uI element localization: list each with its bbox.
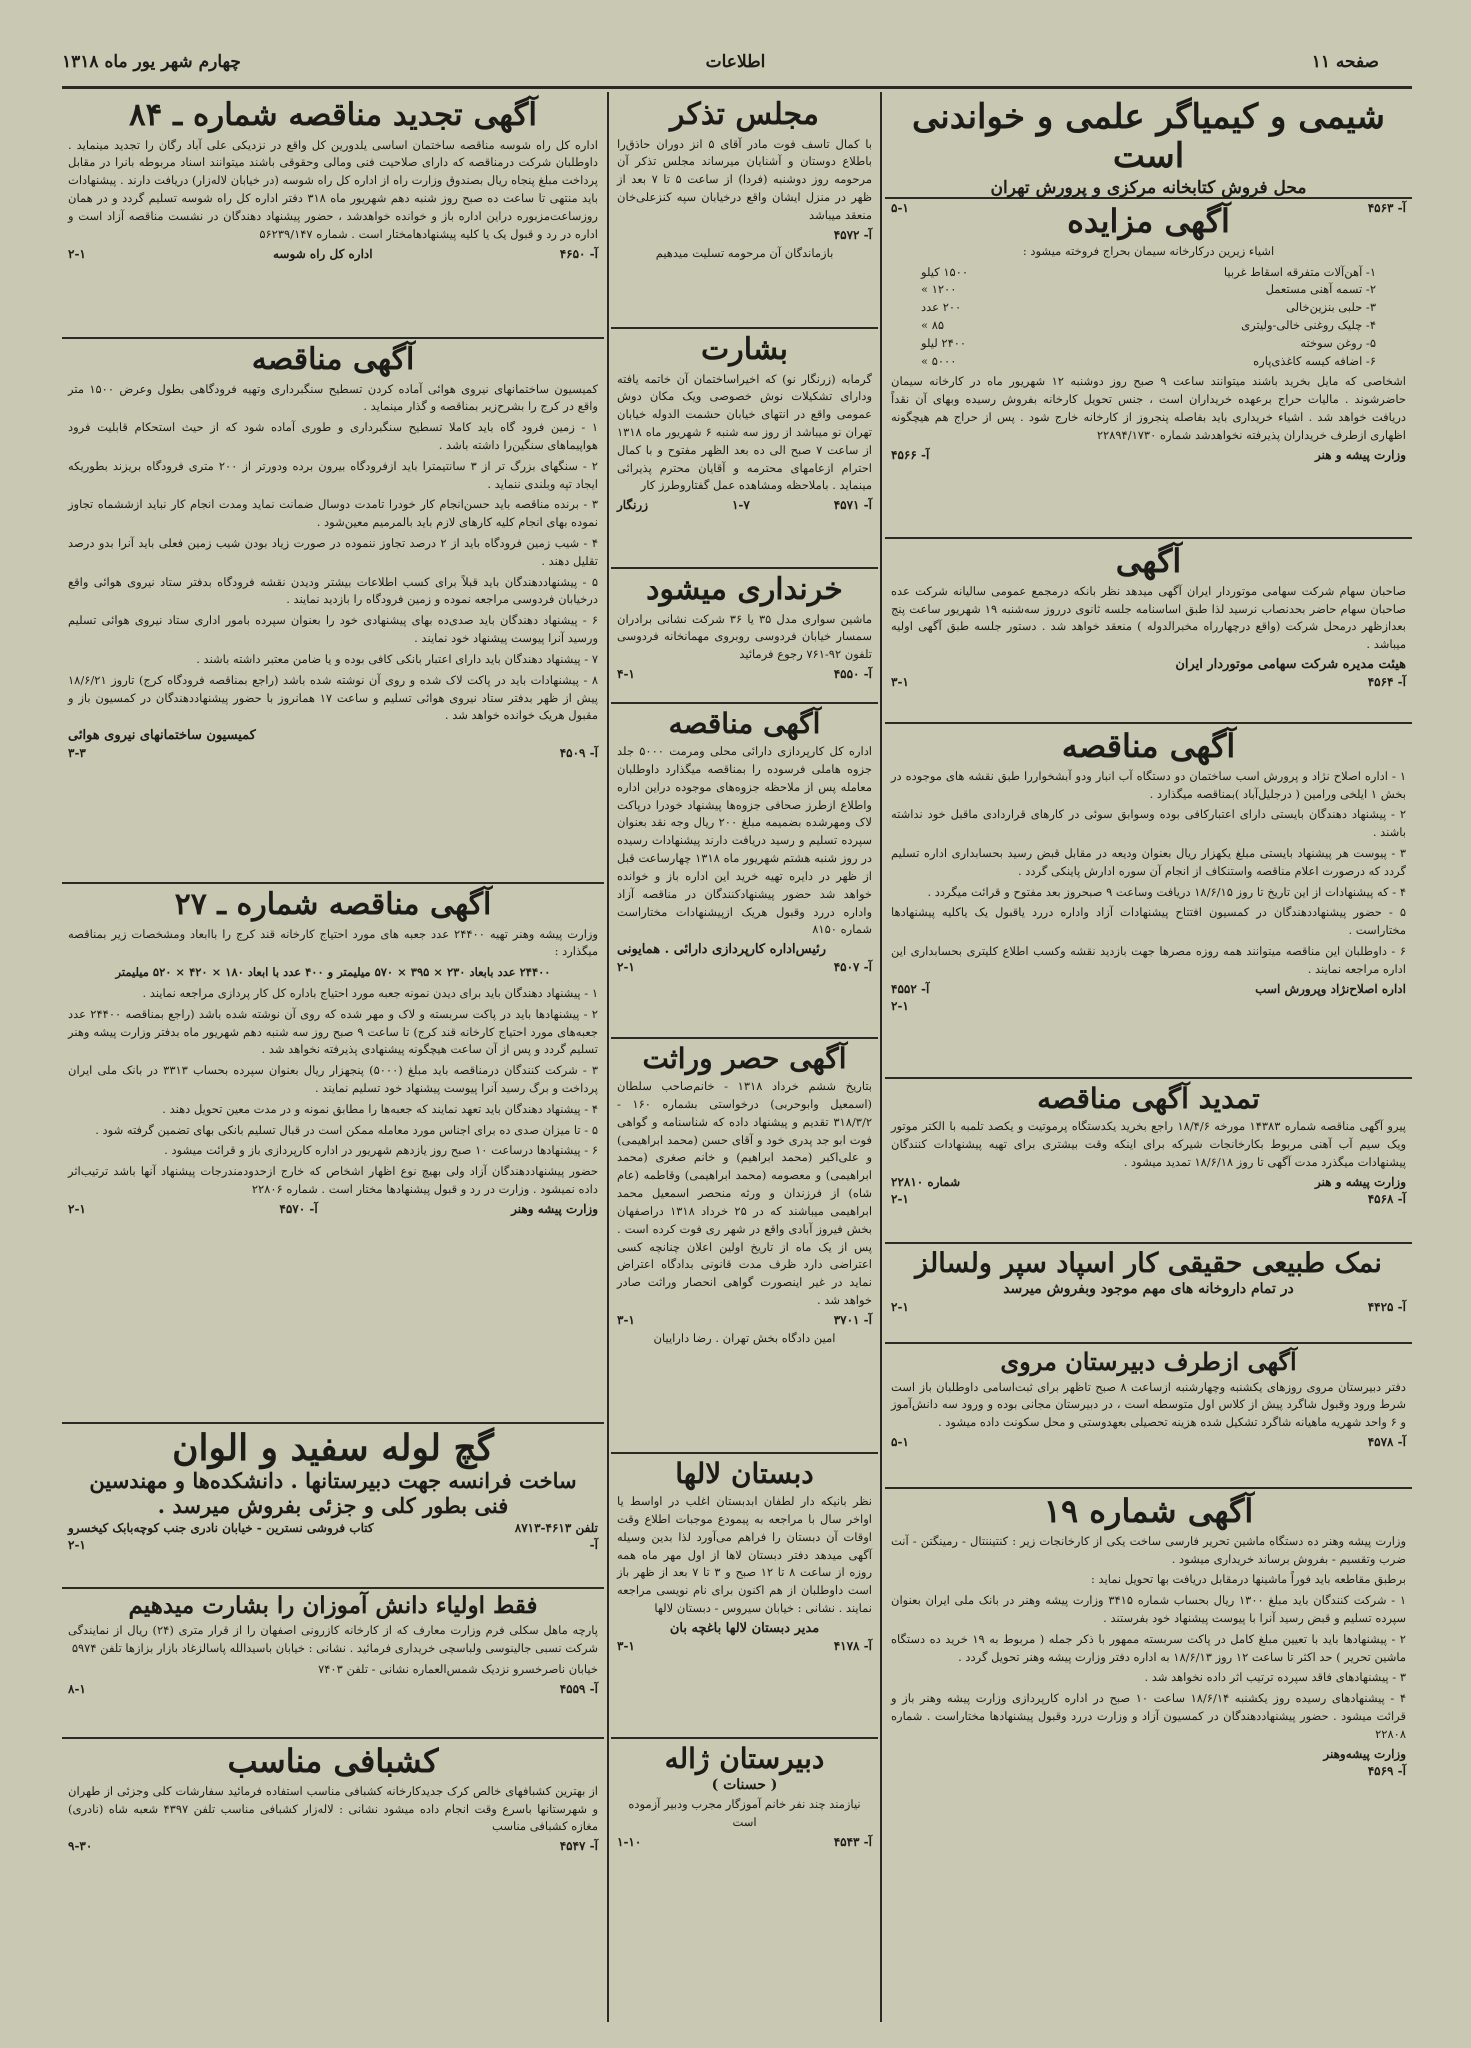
- ad-number-19: [885, 1489, 1412, 2009]
- ad-count: ۳-۳: [68, 746, 86, 761]
- ad-signature: وزارت پیشه و هنر: [1314, 1174, 1406, 1189]
- auction-item-name: ۲- تسمه آهنی مستعمل: [1265, 282, 1376, 297]
- ad-title: نمک طبیعی حقیقی کار اسپاد سپر ولسالز: [915, 1248, 1382, 1279]
- ad-body: بتاریخ ششم خرداد ۱۳۱۸ - خانم‌صاحب سلطان (اسمعیل وابوحربی) درخواستی بشماره ۱۶۰ - ۳۱۸/۳/۲ تقدیم و پیشنهاد داده که شناسنامه و گواهی فوت ابو جد پدری خود و آقای حسن (محمد ابراهیمی) و علی‌اکبر (محمد ابراهیم) و خانم صغری (محمد ابراهیمی) و معصومه (محمد ابراهیمی) وقاطمه (عام شاه) از فرزندان و ورثه منحصر اسمعیل محمد ابراهیمی میباشند که در ۲۵ خرداد ۱۳۱۸ دراصفهان بخش فیروز آبادی واقع در شهر ری فوت کرده است . پس از یک ماه از تاریخ اولین اعلان چنانچه کسی اعتراضی دارد ظرف مدت قانونی بدادگاه اعتراض نماید در غیر اینصورت گواهی انحصار وراثت صادر خواهد شد .: [617, 1079, 873, 1307]
- auction-item: [921, 335, 1376, 353]
- ad-code: آ- ۴۵۶۸: [1367, 1191, 1406, 1206]
- ad-title: دبیرستان ژاله: [664, 1742, 825, 1775]
- ad-subtitle: در تمام داروخانه های مهم موجود وبفروش میرسد: [1003, 1281, 1294, 1298]
- tender-item: وزارت پیشه وهنر ده دستگاه ماشین تحریر فارسی ساخت یکی از کارخانجات زیر : کنتیننتال - رمینگتن - آنت ضرب وتقسیم - بفروش برساند خریداری میشود .: [891, 1533, 1406, 1566]
- ad-finance-tender: [611, 704, 878, 1039]
- ad-code: آ- ۴۵۰۹: [559, 746, 598, 761]
- tender-item: ۶ - داوطلبان این مناقصه میتوانند همه روزه مصرها جهت بازدید نقشه وکسب اطلاع کلیتری بحسابداری این اداره مراجعه نمایند .: [891, 944, 1406, 976]
- ad-subtitle: محل فروش کتابخانه مرکزی و پرورش تهران: [990, 178, 1307, 199]
- ad-number: شماره ۲۲۸۱۰: [891, 1174, 961, 1189]
- ad-count: ۵-۱: [891, 1435, 909, 1450]
- right-column: [885, 94, 1412, 2019]
- ad-title: آگهی ازطرف دبیرستان مروی: [1000, 1347, 1297, 1376]
- ad-count: ۸-۱: [68, 1681, 86, 1696]
- ad-signature: مدیر دبستان لالها باغچه بان: [669, 1620, 820, 1636]
- ad-natural-salt: [885, 1244, 1412, 1344]
- ad-title: آگهی تجدید مناقصه شماره ـ ۸۴: [129, 97, 537, 133]
- ad-code: آ- ۴۵۴۳: [833, 1834, 872, 1849]
- ad-tender-extension: [885, 1079, 1412, 1244]
- auction-item-quantity: ۲۰۰ عدد: [921, 300, 962, 315]
- left-column: [62, 94, 604, 2019]
- tender-item: ۴ - پیشنهادهای رسیده روز یکشنبه ۱۸/۶/۱۴ ساعت ۱۰ صبح در اداره کارپردازی وزارت پیشه وهنر باز و قرائت میشود . حضور پیشنهاددهندگان در کمسیون آزاد و وزارت دررد وقبول پیشنهادها مختاراست . شماره ۲۲۸۰۸: [891, 1691, 1407, 1741]
- auction-item-quantity: ۵۰۰۰ »: [921, 353, 957, 368]
- ad-body: نظر بانیکه دار لطفان ابدبستان اغلب در اواسط یا اواخر سال با مراجعه به پیمودع موجبات اطلاع وقت اوقات آن دبستان را فراهم می‌آورد لذا بدین وسیله آگهی میدهد دفتر دبستان لاها از اول مهر ماه همه روزه از ساعت ۸ تا ۱۲ صبح و ۳ تا ۷ بعد از ظهر باز است داوطلبان از هم اکنون برای نام نویسی مراجعه نمایند . نشانی : خیابان سیروس - دبستان لالها: [617, 1494, 873, 1616]
- ad-code: آ- ۴۵۶۶: [891, 447, 930, 462]
- issue-date: چهارم شهر یور ماه ۱۳۱۸: [62, 52, 241, 72]
- tender-item-list: [891, 1533, 1406, 1744]
- ad-count: ۱-۷: [731, 498, 750, 513]
- auction-item-quantity: ۲۴۰۰ لیلو: [921, 335, 967, 350]
- ad-code: آ- ۴۵۶۹: [1367, 1763, 1406, 1778]
- ad-signature: امین دادگاه بخش تهران . رضا داراییان: [653, 1330, 836, 1345]
- tender-item: ۲ - پیشنهادها باید در پاکت سربسته و لاک و مهر شده که روی آن نوشته شده باشد (راجع بمناقصه ۲۴۴۰۰ عدد جعبه‌های مورد احتیاج کارخانه قند کرج) تا ساعت ۹ صبح روز سه شنبه دهم شهریور ماه بدفتر وزارت پیشه وهنر تسلیم گردد و پس از آن ساعت هیچگونه پیشنهادی پذیرفته نخواهد شد .: [68, 1006, 599, 1057]
- ad-glad-tidings: [611, 329, 878, 569]
- ad-count: ۲-۱: [891, 998, 909, 1013]
- ad-signature: رئیس‌اداره کارپردازی دارائی . همایونی: [617, 942, 827, 958]
- ad-motor-company: [885, 539, 1412, 724]
- ad-count: ۴-۱: [617, 666, 635, 681]
- ad-title: آگهی مناقصه: [1061, 727, 1236, 765]
- ad-count: ۲-۱: [68, 1201, 86, 1216]
- ad-code: آ- ۴۶۵۰: [559, 246, 598, 261]
- ad-title: آگهی: [1115, 542, 1182, 580]
- ad-body: اداره کل کارپردازی دارائی محلی ومرمت ۵۰۰۰ جلد جزوه هاملی فرسوده را بمناقصه میگذارد داوطلبان معامله پس از ملاحظه جزوه‌های موجوده دراین اداره واطلاع ازطرز صحافی جزوه‌ها پیشنهاد خودرا درپاکت لاک ومهرشده بضمیمه مبلغ ۲۰۰ ریال وجه نقد بعنوان سپرده تسلیم و رسید دریافت دارند پیشنهادات رسیده در روز شنبه هشتم شهریور ماه ۱۳۱۸ چهارساعت قبل از ظهر در دایره تهیه خرید این اداره باز و خوانده خواهد شد حضور پیشنهادکنندگان در مناقصه آزاد واداره دررد وقبول هریک ازپیشنهادات مختاراست شماره ۸۱۵۰: [617, 744, 873, 937]
- ad-count: ۲-۱: [68, 246, 86, 261]
- ad-code: آ- ۴۵۶۳: [1367, 201, 1406, 216]
- tender-item: ۱ - پیشنهاد دهندگان باید برای دیدن نمونه جعبه مورد احتیاج باداره کل کار پردازی مراجعه نمایند .: [142, 985, 598, 1000]
- ad-signature: زرنگار: [617, 498, 649, 513]
- auction-item-name: ۴- چلیک روغنی خالی-ولیتری: [1241, 318, 1376, 333]
- ad-code: آ- ۳۷۰۱: [833, 1312, 872, 1327]
- tender-item-list: [68, 381, 598, 726]
- ad-address: خیابان ناصرخسرو نزدیک شمس‌العماره نشانی - تلفن ۷۴۰۳: [318, 1662, 598, 1677]
- tender-item: ۲ - پیشنهاد دهندگان بایستی دارای اعتبارکافی بوده وسوابق سوئی در کارهای قراردادی ماقبل خود نداشته باشند .: [891, 807, 1406, 840]
- ad-title: آگهی مزایده: [1067, 202, 1230, 240]
- ad-signature: اداره کل راه شوسه: [273, 246, 373, 261]
- column-rule-right: [880, 92, 882, 2022]
- ad-auction: [885, 199, 1412, 539]
- tender-item: ۵ - تا میزان صدی ده برای اجناس مورد معامله ممکن است در قبال تسلیم بانکی بهای تضمین گرفته شود .: [95, 1122, 598, 1137]
- tender-item: ۲ - سنگهای بزرگ تر از ۳ سانتیمترا باید ازفرودگاه بیرون برده ودورتر از ۲۰۰ متری فرودگاه بریزند بطوریکه ایجاد تپه وبلندی ننماید .: [68, 458, 598, 491]
- ad-title: کشبافی مناسب: [227, 1742, 439, 1780]
- ad-body: با کمال تاسف فوت مادر آقای ۵ انز دوران حاذق‌را باطلاع دوستان و آشنایان میرساند مجلس تذکر آن مرحومه روز دوشنبه (فردا) از ساعت ۵ تا ۷ بعد از ظهر در منزل ایشان واقع درخیابان سپه کنزعلی‌خان منعقد میباشد: [617, 136, 872, 222]
- ad-count: ۵-۱: [891, 201, 909, 216]
- ad-tender-84: [62, 94, 604, 339]
- ad-intro: وزارت پیشه وهنر تهیه ۲۴۴۰۰ عدد جعبه های مورد احتیاج کارخانه قند کرج را باابعاد ومشخصات زیر بمناقصه میگذارد :: [68, 926, 598, 959]
- ad-title: بشارت: [701, 332, 788, 367]
- ad-line: فنی بطور کلی و جزئی بفروش میرسد .: [157, 1492, 509, 1518]
- tender-item: کمیسیون ساختمانهای نیروی هوائی آماده کردن تسطیح سنگبرداری وتهیه فرودگاهی بطول وعرض ۱۵۰۰ متر واقع در کرج را بشرح‌زیر بمناقصه و گذار مینماید .: [68, 381, 599, 414]
- ad-footer: بازماندگان آن مرحومه تسلیت میدهیم: [655, 245, 834, 260]
- tender-item: ۴ - پیشنهاد دهندگان باید تعهد نمایند که جعبه‌ها را مطابق نمونه و در مدت معین تحویل دهند .: [162, 1101, 598, 1116]
- ad-count: ۱-۱۰: [617, 1834, 642, 1849]
- ad-laleha-school: [611, 1454, 878, 1739]
- ad-title: دبستان لالها: [675, 1457, 814, 1490]
- tender-item: ۱ - شرکت کنندگان باید مبلغ ۱۳۰۰ ریال بحساب شماره ۳۴۱۵ وزارت پیشه وهنر در بانک ملی ایران بعنوان سپرده تسلیم و قبض رسید آنرا با پیوست پیشنهاد خود بفرستند .: [891, 1593, 1406, 1626]
- tender-item: ۴ - شیب زمین فرودگاه باید از ۲ درصد تجاوز ننموده در صورت زیاد بودن شیب زمین فعلی باید آنرا بدو درصد تقلیل دهند .: [68, 536, 598, 568]
- ad-code: آ- ۴۵۵۰: [833, 666, 872, 681]
- header-rule: [62, 86, 1412, 89]
- auction-item-name: ۵- روغن سوخته: [1300, 335, 1376, 350]
- ad-count: ۲-۱: [617, 960, 635, 975]
- ad-count: ۹-۳۰: [68, 1839, 93, 1854]
- ad-code: آ- ۴۵۵۲: [891, 981, 930, 996]
- ad-line: ساخت فرانسه جهت دبیرستانها . دانشکده‌ها و مهندسین: [89, 1468, 577, 1494]
- tender-item: حضور پیشنهاددهندگان آزاد ولی بهیچ نوع اظهار اشخاص که خارج ازحدودمندرجات پیشنهاد آنها باشد ترتیب‌اثر داده نمیشود . وزارت در رد و قبول پیشنهادها مختار است . شماره ۲۲۸۰۶: [68, 1164, 598, 1197]
- ad-wanted-to-buy: [611, 569, 878, 704]
- auction-item-quantity: ۱۲۰۰ »: [921, 282, 957, 297]
- auction-item-name: ۶- اضافه کیسه کاغذی‌پاره: [1253, 353, 1376, 368]
- tender-item: ۴ - که پیشنهادات از این تاریخ تا روز ۱۸/۶/۱۵ دریافت وساعت ۹ صبحروز بعد مفتوح و قرائت میگردد .: [927, 884, 1406, 899]
- tender-item: ۱ - اداره اصلاح نژاد و پرورش اسب ساختمان دو دستگاه آب انبار ودو آبشخواررا طبق نقشه های موجوده در بخش ۱ ایلخی ورامین ( درجلیل‌آباد )بمناقصه میگذارد .: [891, 768, 1406, 801]
- ad-code: آ- ۴۴۲۵: [1367, 1300, 1406, 1315]
- ad-title: آگهی مناقصه: [251, 342, 415, 377]
- ad-count: ۳-۱: [617, 1638, 635, 1653]
- tender-item: ۱ - زمین فرود گاه باید کاملا تسطیح سنگبرداری و طوری آماده شود که از حیث استحکام قابلیت فرود هواپیماهای سنگین‌را داشته باشد .: [68, 420, 598, 452]
- ad-title: گچ لوله سفید و الوان: [172, 1427, 494, 1469]
- auction-item-name: ۱- آهن‌آلات متفرقه اسقاط غربیا: [1223, 264, 1376, 279]
- tender-item: برطبق مقاطعه باید فوراً ماشینها درمقابل دریافت بها تحویل نماید :: [1090, 1572, 1406, 1587]
- ad-code: آ- ۴۵۶۴: [1367, 675, 1406, 690]
- ad-school-uniform: [62, 1589, 604, 1739]
- ad-code: آ- ۴۵۴۷: [559, 1839, 598, 1854]
- ad-intro: اشیاء زیرین درکارخانه سیمان بحراج فروخته میشود :: [1022, 243, 1275, 258]
- ad-memorial: [611, 94, 878, 329]
- tender-item: ۵ - پیشنهاددهندگان باید قبلاً برای کسب اطلاعات بیشتر ودیدن نقشه فرودگاه بدفتر ستاد نیروی هوائی واقع درخیابان فردوسی مراجعه نموده و زمین فرودگاه را بازدید نمایند .: [68, 574, 598, 607]
- auction-item: [921, 264, 1376, 282]
- middle-column: [611, 94, 878, 2019]
- ad-code: آ-: [589, 1537, 598, 1552]
- ad-code: آ- ۴۵۷۱: [833, 498, 872, 513]
- ad-code: آ- ۴۵۷۸: [1367, 1435, 1406, 1450]
- tender-item-list: [68, 985, 598, 1199]
- ad-code: آ- ۴۵۵۹: [559, 1681, 598, 1696]
- ad-tender-27: [62, 884, 604, 1424]
- ad-body: ماشین سواری مدل ۳۵ یا ۳۶ شرکت نشانی برادران سمسار خیابان فردوسی روبروی مهمانخانه فردوسی تلفون ۹۲-۷۶۱ رجوع فرمائید: [617, 611, 872, 662]
- auction-item-list: [891, 264, 1406, 371]
- ad-chemistry-book: [885, 94, 1412, 216]
- tender-item: ۳ - شرکت کنندگان درمناقصه باید مبلغ (۵۰۰۰) پنجهزار ریال بعنوان سپرده بحساب ۳۳۱۳ در بانک ملی ایران پرداخت و برگ رسید آنرا پیوست پیشنهاد خود تسلیم نمایند .: [68, 1063, 598, 1095]
- ad-body: گرمابه (زرنگار نو) که اخیراساختمان آن خاتمه یافته ودارای تشکیلات نوش خصوصی ویک مکان دوش عمومی واقع در انتهای خیابان حشمت الدوله خیابان تهران نو میباشد از روز سه شنبه ۶ شهریور ماه ۱۳۱۸ از ساعت ۷ صبح الی ده بعد الظهر مفتوح و با کمال احترام ازعامهای محترمه و آقایان محترم پذیرائی مینماید . باملاحظه ومشاهده عمل گفتاروطرز کار: [617, 371, 873, 493]
- auction-item: [921, 299, 1376, 317]
- tender-item: ۳ - پیوست هر پیشنهاد بایستی مبلغ یکهزار ریال بعنوان ودیعه در مقابل قبض رسید بحسابداری اداره تسلیم گردد که درصورت اعلام مناقصه واستنکاف از انجام آن سوره ادارش پاینکی گردد .: [891, 846, 1406, 878]
- ad-signature: اداره اصلاح‌نژاد وپرورش اسب: [1255, 981, 1406, 996]
- ad-title: تمدید آگهی مناقصه: [1037, 1082, 1260, 1115]
- ad-body: دفتر دبیرستان مروی روزهای یکشنبه وچهارشنبه ازساعت ۸ صبح تاظهر برای ثبت‌اسامی داوطلبان باز است شرط ورود وقبول شاگرد پیش از کلاس اول متوسطه است ، در دبیرستان مجانی بوده و ورود سه دانش‌آموز و ۶ واحد شهریه ماهیانه شاگرد تشکیل شده هزینه تحصیلی بعهدوستی و محل سکونت داده میشود .: [891, 1379, 1406, 1430]
- ad-body: از بهترین کشبافهای خالص کرک جدیدکارخانه کشبافی مناسب استفاده فرمائید سفارشات کلی وجزئی از طهران و شهرستانها باسرع وقت انجام داده میشود نشانی : لاله‌زار کشبافی مناسب تلفن ۴۳۹۷ شعبه شاه (نادری) مغازه کشبافی مناسب: [68, 1783, 598, 1834]
- ad-count: ۳-۱: [617, 1312, 635, 1327]
- auction-item: [921, 317, 1376, 335]
- ad-title: آگهی مناقصه: [668, 707, 821, 740]
- ad-marvi-school: [885, 1344, 1412, 1489]
- page-number: صفحه ۱۱: [1311, 52, 1379, 72]
- ad-signature: وزارت پیشه‌وهنر: [1323, 1746, 1406, 1761]
- ad-body: پارچه ماهل سکلی فرم وزارت معارف که از کارخانه کازرونی اصفهان را از قرار متری (۲۴) ریال از نمایندگی شرکت نسبی جالینوسی ولباسچی خریداری فرمائید . نشانی : خیابان باسیدالله پاسالزغاد بازار بزازها تلفن ۵۹۷۴: [68, 1623, 598, 1656]
- ad-airforce-tender: [62, 339, 604, 884]
- tender-item: ۸ - پیشنهادات باید در پاکت لاک شده و روی آن نوشته شده باشد (راجع بمناقصه فرودگاه کرج) تاروز ۱۸/۶/۲۱ پیش از ظهر بدفتر ستاد نیروی هوائی تسلیم و ساعت ۱۷ همانروز با حضور پیشنهاددهندگان در کمسیون باز و مقبول هریک خوانده خواهد شد .: [68, 672, 598, 723]
- ad-knitwear: [62, 1739, 604, 1879]
- ad-title: آگهی حصر وراثت: [642, 1042, 847, 1075]
- ad-code: آ- ۴۵۷۲: [833, 227, 872, 242]
- tender-item-list: [891, 768, 1406, 979]
- ad-signature: کمیسیون ساختمانهای نیروی هوائی: [68, 728, 256, 744]
- tender-item: ۵ - حضور پیشنهاددهندگان در کمسیون افتتاح پیشنهادات آزاد واداره دررد یاقبول یک یاکلیه پیشنهادها مختاراست .: [891, 905, 1406, 938]
- ad-chalk: [62, 1424, 604, 1589]
- ad-code: آ- ۴۵۷۰: [279, 1201, 318, 1216]
- column-rule-left: [607, 92, 609, 2022]
- ad-count: ۲-۱: [68, 1537, 86, 1552]
- auction-item-quantity: ۸۵ »: [921, 318, 945, 333]
- ad-title: آگهی شماره ۱۹: [1043, 1492, 1254, 1530]
- tender-item: ۶ - پیشنهادها درساعت ۱۰ صبح روز یازدهم شهریور در اداره کارپردازی باز و قرائت میشود .: [164, 1143, 598, 1158]
- ad-count: ۲-۱: [891, 1300, 909, 1315]
- auction-item-name: ۳- حلبی بنزین‌خالی: [1285, 300, 1376, 315]
- ad-code: آ- ۴۱۷۸: [833, 1638, 872, 1653]
- ad-inheritance: [611, 1039, 878, 1454]
- ad-title: خرنداری میشود: [646, 572, 843, 607]
- ad-signature: هیئت مدیره شرکت سهامی موتوردار ایران: [1175, 657, 1406, 673]
- ad-title: شیمی و کیمیاگر علمی و خواندنی است: [911, 97, 1386, 177]
- ad-signature: وزارت پیشه و هنر: [1314, 447, 1406, 462]
- ad-body: پیرو آگهی مناقصه شماره ۱۴۳۸۳ مورخه ۱۸/۴/۶ راجع بخرید یکدستگاه پرموتیت و یکصد تلمبه با الکتر موتور ویک سیم آب آهنی مربوط بکارخانجات شیرکه برای اینکه وقت بیشتری برای تهیه پیشنهادات کنندگان پیشنهادات میگذرد مدت آگهی تا روز ۱۸/۶/۱۸ تمدید میشود .: [891, 1119, 1406, 1169]
- ad-title: فقط اولیاء دانش آموزان را بشارت میدهیم: [128, 1592, 538, 1619]
- ad-subtitle: ( حسنات ): [711, 1777, 778, 1794]
- auction-item: [921, 353, 1376, 371]
- tender-item: ۳ - پیشنهادهای فاقد سپرده ترتیب اثر داده نخواهد شد .: [1144, 1670, 1406, 1685]
- tender-item: ۶ - پیشنهاد دهندگان باید صدی‌ده بهای پیشنهادی خود را بعنوان سپرده بامور اداری ستاد نیروی هوائی تسلیم ورسید آنرا پیوست پیشنهاد خود نمایند .: [68, 613, 598, 646]
- auction-item-quantity: ۱۵۰۰ کیلو: [921, 264, 969, 279]
- ad-body: صاحبان سهام شرکت سهامی موتوردار ایران آگهی میدهد نظر بانکه درمجمع عمومی سالیانه شرکت عده صاحبان سهام حاضر بحدنصاب نرسید لذا طبق اساسنامه جلسه ثانوی درروز سه‌شنبه ۱۹ شهریور ساعت پنج بعدازظهر درمحل شرکت (واقع درچهارراه مخبرالدوله ) منعقد خواهد شد . دستور جلسه طبق آگهی اولیه میباشد .: [891, 583, 1406, 652]
- ad-horse-breeding-tender: [885, 724, 1412, 1079]
- ad-address: کتاب فروشی نسترین - خیابان نادری جنب کوچه‌بابک کیخسرو: [68, 1520, 374, 1535]
- ad-count: ۲-۱: [891, 1191, 909, 1206]
- tender-item: ۲ - پیشنهادها باید با تعیین مبلغ کامل در پاکت سربسته ممهور با ذکر جمله ( مربوط به ۱۹ خرید ده دستگاه ماشین تحریر ) حد اکثر تا ساعت ۱۲ روز ۱۸/۶/۱۳ به اداره دفتر وزارت پیشه وهنر تحویل گردد .: [891, 1631, 1406, 1664]
- ad-body: اشخاصی که مایل بخرید باشند میتوانند ساعت ۹ صبح روز دوشنبه ۱۲ شهریور ماه در کارخانه سیمان حاضرشوند . مالیات حراج برعهده خریداران است ، جنس تحویل کارخانه بفروش رسیده وبهای آن نقداً دریافت خواهد شد . اشیاء خریداری باید بفاصله پنجروز از کارخانه خارج شود . پس از حراج هم هیچگونه اظهاری ازطرف خریداران پذیرفته نخواهدشد شماره ۲۲۸۹۴/۱۷۳۰: [891, 374, 1407, 442]
- ad-code: آ- ۴۵۰۷: [833, 960, 872, 975]
- ad-signature: وزارت پیشه وهنر: [511, 1201, 598, 1216]
- ad-zhaleh-school: [611, 1739, 878, 1889]
- tender-item: ۷ - پیشنهاد دهندگان باید دارای اعتبار بانکی کافی بوده و یا ضامن معتبر داشته باشند .: [196, 651, 598, 666]
- ad-title: مجلس تذکر: [670, 97, 819, 132]
- auction-item: [921, 281, 1376, 299]
- ad-count: ۳-۱: [891, 675, 909, 690]
- paper-name: اطلاعات: [705, 52, 766, 72]
- ad-body: اداره کل راه شوسه مناقصه ساختمان اساسی یلدورین کل واقع در نزدیکی علی آباد رگان را تجدید مینماید . داوطلبان شرکت درمناقصه که دارای صلاحیت فنی ومالی وحقوقی باشند میتوانند اسناد مربوطه بانرا در مقابل پرداخت مبلغ پنجاه ریال بصندوق وزارت راه از اداره کل راه شوسه (در خیابان لاله‌زار) دریافت دارند . پیشنهادات باید منتهی تا ساعت ده صبح روز شنبه دهم شهریور ماه ۳۱۸ دفتر اداره کل راه شوسه تسلیم گردد و در همان روزساعت‌مزبوره دراین اداره باز و خوانده خواهدشد ، حضور پیشنهاد دهندگان در نشست مناقصه آزاد است و اداره در رد و قبول یک یا کلیه پیشنهادهامختار است . شماره ۵۶۲۳۹/۱۴۷: [68, 137, 598, 241]
- ad-phone: تلفن ۴۶۱۳-۸۷۱۳: [514, 1520, 598, 1535]
- ad-title: آگهی مناقصه شماره ـ ۲۷: [174, 887, 492, 922]
- ad-dimensions: ۲۴۴۰۰ عدد بابعاد ۲۳۰ × ۳۹۵ × ۵۷۰ میلیمتر و ۴۰۰ عدد با ابعاد ۱۸۰ × ۴۲۰ × ۵۲۰ میلیمتر: [115, 965, 551, 980]
- ad-body: نیازمند چند نفر خانم آموزگار مجرب ودبیر آزموده است: [628, 1797, 861, 1829]
- tender-item: ۳ - برنده مناقصه باید حسن‌انجام کار خودرا تامدت دوسال ضمانت نماید ومدت انجام کار نباید ازششماه تجاوز نموده بهای انجام کلیه کارهای لازم باید بالمرمیم معین‌شود .: [68, 497, 598, 530]
